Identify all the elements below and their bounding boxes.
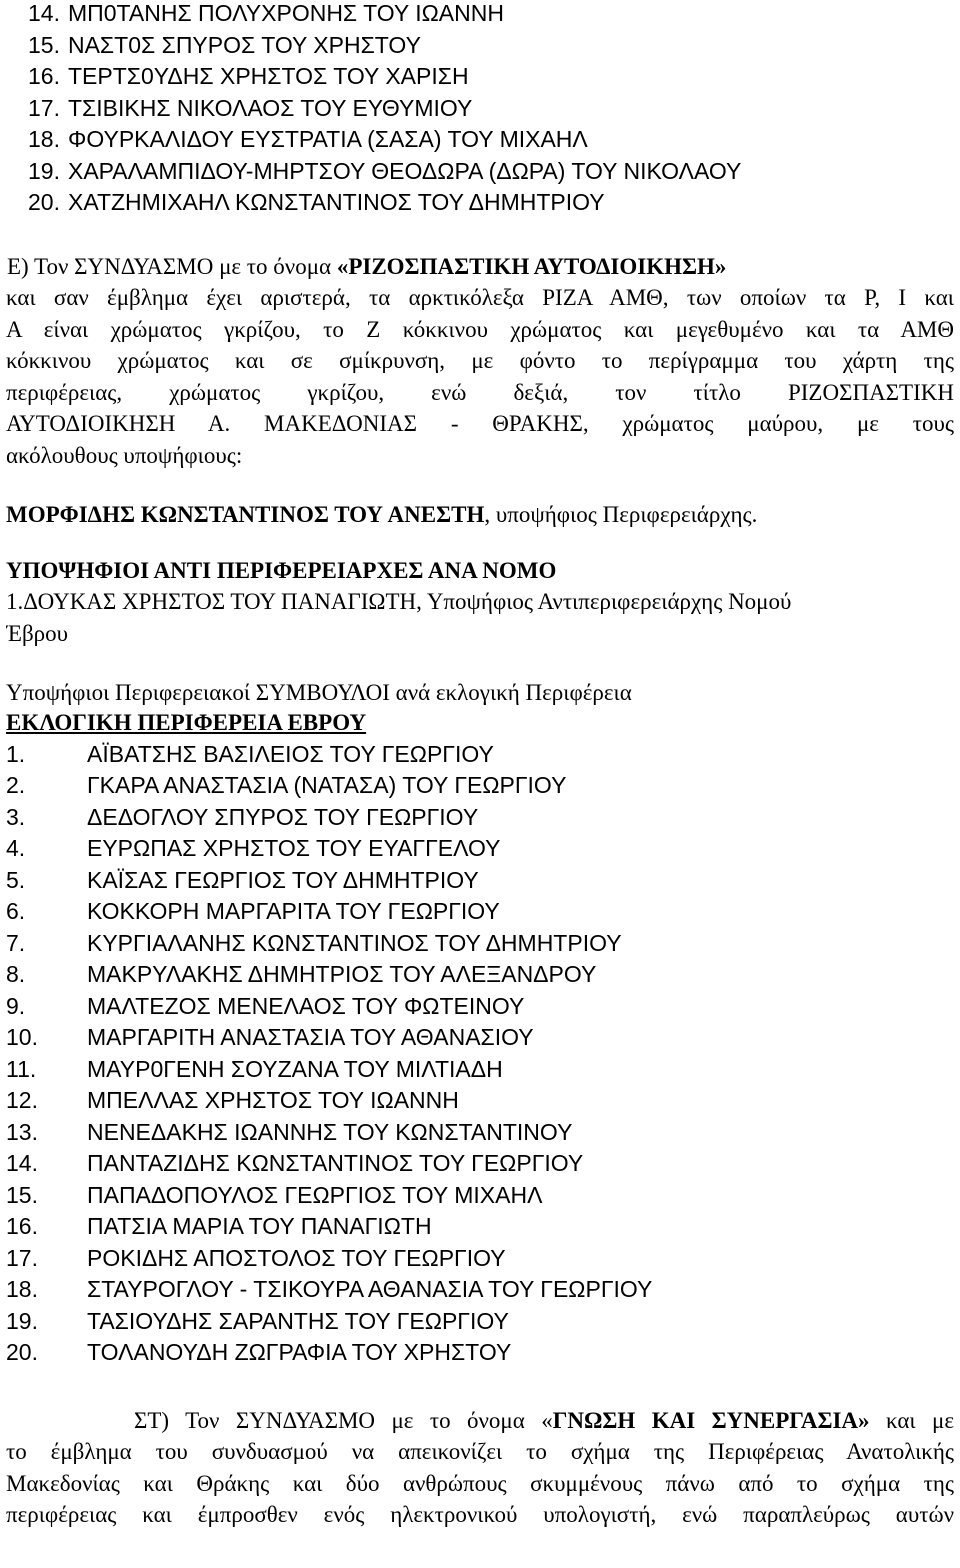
- coalition-name: ΓΝΩΣΗ ΚΑΙ ΣΥΝΕΡΓΑΣΙΑ»: [552, 1407, 870, 1433]
- previous-candidates-list: [6, 0, 954, 219]
- vice-governor-line: Έβρου: [6, 620, 69, 646]
- councillors-intro: Υποψήφιοι Περιφερειακοί ΣΥΜΒΟΥΛΟΙ ανά εκλογική Περιφέρεια: [6, 680, 632, 705]
- paragraph-line: ΑΥΤΟΔΙΟΙΚΗΣΗ Α. ΜΑΚΕΔΟΝΙΑΣ - ΘΡΑΚΗΣ, χρώματος μαύρου, με τους: [6, 411, 954, 436]
- list-item: 5. ΚΑΪΣΑΣ ΓΕΩΡΓΙΟΣ ΤΟΥ ΔΗΜΗΤΡΙΟΥ: [6, 866, 479, 893]
- list-item: 18. ΦΟΥΡΚΑΛΙΔΟΥ ΕΥΣΤΡΑΤΙΑ (ΣΑΣΑ) ΤΟΥ ΜΙΧΑΗΛ: [28, 126, 588, 152]
- list-item: 8. ΜΑΚΡΥΛΑΚΗΣ ΔΗΜΗΤΡΙΟΣ ΤΟΥ ΑΛΕΞΑΝΔΡΟΥ: [6, 961, 597, 987]
- list-item: 2. ΓΚΑΡΑ ΑΝΑΣΤΑΣΙΑ (ΝΑΤΑΣΑ) ΤΟΥ ΓΕΩΡΓΙΟΥ: [6, 772, 567, 798]
- section-st: [6, 1405, 954, 1531]
- list-item: 16. ΤΕΡΤΣ0ΥΔΗΣ ΧΡΗΣΤΟΣ ΤΟΥ ΧΑΡΙΣΗ: [28, 63, 469, 89]
- list-item: 3. ΔΕΔΟΓΛΟΥ ΣΠΥΡΟΣ ΤΟΥ ΓΕΩΡΓΙΟΥ: [6, 803, 479, 830]
- list-item: 20. ΤΟΛΑΝΟΥΔΗ ΖΩΓΡΑΦΙΑ ΤΟΥ ΧΡΗΣΤΟΥ: [6, 1339, 512, 1365]
- section-e-intro: Ε) Τον ΣΥΝΔΥΑΣΜΟ με το όνομα «ΡΙΖΟΣΠΑΣΤΙΚΗ ΑΥΤΟΔΙΟΙΚΗΣΗ»: [7, 253, 727, 279]
- paragraph-line: το έμβλημα του συνδυασμού να απεικονίζει το σχήμα της Περιφέρειας Ανατολικής: [6, 1439, 954, 1464]
- paragraph-line: περιφέρειας, χρώματος γκρίζου, ενώ δεξιά, τον τίτλο ΡΙΖΟΣΠΑΣΤΙΚΗ: [6, 379, 954, 405]
- list-item: 10. ΜΑΡΓΑΡΙΤΗ ΑΝΑΣΤΑΣΙΑ ΤΟΥ ΑΘΑΝΑΣΙΟΥ: [6, 1024, 534, 1050]
- list-item: 12. ΜΠΕΛΛΑΣ ΧΡΗΣΤΟΣ ΤΟΥ ΙΩΑΝΝΗ: [6, 1087, 459, 1113]
- paragraph-line: Μακεδονίας και Θράκης και δύο ανθρώπους σκυμμένους πάνω από το σχήμα της: [6, 1470, 954, 1496]
- paragraph-line: κόκκινου χρώματος και σε σμίκρυνση, με φόντο το περίγραμμα του χάρτη της: [6, 348, 954, 373]
- vice-governors-heading: ΥΠΟΨΗΦΙΟΙ ΑΝΤΙ ΠΕΡΙΦΕΡΕΙΑΡΧΕΣ ΑΝΑ ΝΟΜΟ: [6, 557, 557, 583]
- paragraph-line: περιφέρειας και έμπροσθεν ενός ηλεκτρονικού υπολογιστή, ενώ παραπλεύρως αυτών: [6, 1502, 954, 1527]
- list-item: 16. ΠΑΤΣΙΑ ΜΑΡΙΑ ΤΟΥ ΠΑΝΑΓΙΩΤΗ: [6, 1213, 432, 1239]
- list-item: 6. ΚΟΚΚΟΡΗ ΜΑΡΓΑΡΙΤΑ ΤΟΥ ΓΕΩΡΓΙΟΥ: [6, 898, 500, 924]
- coalition-name: «ΡΙΖΟΣΠΑΣΤΙΚΗ ΑΥΤΟΔΙΟΙΚΗΣΗ»: [336, 253, 727, 279]
- paragraph-line: ακόλουθους υποψήφιους:: [6, 442, 243, 468]
- list-item: 15. ΠΑΠΑΔΟΠΟΥΛΟΣ ΓΕΩΡΓΙΟΣ ΤΟΥ ΜΙΧΑΗΛ: [6, 1181, 543, 1208]
- list-item: 13. ΝΕΝΕΔΑΚΗΣ ΙΩΑΝΝΗΣ ΤΟΥ ΚΩΝΣΤΑΝΤΙΝΟΥ: [6, 1118, 573, 1145]
- list-item: 18. ΣΤΑΥΡΟΓΛΟΥ - ΤΣΙΚΟΥΡΑ ΑΘΑΝΑΣΙΑ ΤΟΥ ΓΕΩΡΓΙΟΥ: [6, 1276, 653, 1302]
- list-item: 19. ΤΑΣΙΟΥΔΗΣ ΣΑΡΑΝΤΗΣ ΤΟΥ ΓΕΩΡΓΙΟΥ: [6, 1307, 509, 1334]
- list-item: 17. ΤΣΙΒΙΚΗΣ ΝΙΚΟΛΑΟΣ ΤΟΥ ΕΥΘΥΜΙΟΥ: [28, 94, 473, 121]
- councillor-candidates-list: [6, 739, 954, 1369]
- list-item: 17. ΡΟΚΙΔΗΣ ΑΠΟΣΤΟΛΟΣ ΤΟΥ ΓΕΩΡΓΙΟΥ: [6, 1244, 506, 1271]
- list-item: 7. ΚΥΡΓΙΑΛΑΝΗΣ ΚΩΝΣΤΑΝΤΙΝΟΣ ΤΟΥ ΔΗΜΗΤΡΙΟΥ: [6, 929, 622, 956]
- list-item: 11. ΜΑΥΡ0ΓΕΝΗ ΣΟΥΖΑΝΑ ΤΟΥ ΜΙΛΤΙΑΔΗ: [6, 1055, 503, 1082]
- governor-candidate: [6, 499, 954, 531]
- list-item: 9. ΜΑΛΤΕΖΟΣ ΜΕΝΕΛΑΟΣ ΤΟΥ ΦΩΤΕΙΝΟΥ: [6, 992, 525, 1019]
- list-item: 14. ΜΠ0ΤΑΝΗΣ ΠΟΛΥΧΡΟΝΗΣ ΤΟΥ ΙΩΑΝΝΗ: [28, 0, 504, 26]
- list-item: 19. ΧΑΡΑΛΑΜΠΙΔΟΥ-ΜΗΡΤΣΟΥ ΘΕΟΔΩΡΑ (ΔΩΡΑ) ΤΟΥ ΝΙΚΟΛΑΟΥ: [28, 157, 742, 184]
- list-item: 15. ΝΑΣΤ0Σ ΣΠΥΡΟΣ ΤΟΥ ΧΡΗΣΤΟΥ: [28, 31, 421, 58]
- list-item: 1. ΑΪΒΑΤΣΗΣ ΒΑΣΙΛΕΙΟΣ ΤΟΥ ΓΕΩΡΓΙΟΥ: [6, 740, 494, 767]
- vice-governor-line: 1.ΔΟΥΚΑΣ ΧΡΗΣΤΟΣ ΤΟΥ ΠΑΝΑΓΙΩΤΗ, Υποψήφιος Αντιπεριφερειάρχης Νομού: [6, 589, 792, 614]
- governor-name: ΜΟΡΦΙΔΗΣ ΚΩΝΣΤΑΝΤΙΝΟΣ ΤΟΥ ΑΝΕΣΤΗ: [6, 502, 485, 527]
- section-e: [6, 251, 954, 737]
- district-heading: ΕΚΛΟΓΙΚΗ ΠΕΡΙΦΕΡΕΙΑ ΕΒΡΟΥ: [6, 709, 367, 735]
- paragraph-line: και σαν έμβλημα έχει αριστερά, τα αρκτικόλεξα ΡΙΖΑ ΑΜΘ, των οποίων τα Ρ, Ι και: [6, 285, 954, 310]
- governor-role: , υποψήφιος Περιφερειάρχης.: [484, 502, 758, 527]
- list-item: 20. ΧΑΤΖΗΜΙΧΑΗΛ ΚΩΝΣΤΑΝΤΙΝΟΣ ΤΟΥ ΔΗΜΗΤΡΙΟΥ: [28, 189, 605, 215]
- section-st-intro: ΣΤ) Τον ΣΥΝΔΥΑΣΜΟ με το όνομα «ΓΝΩΣΗ ΚΑΙ ΣΥΝΕΡΓΑΣΙΑ» και με: [134, 1407, 954, 1433]
- list-item: 14. ΠΑΝΤΑΖΙΔΗΣ ΚΩΝΣΤΑΝΤΙΝΟΣ ΤΟΥ ΓΕΩΡΓΙΟΥ: [6, 1150, 584, 1176]
- paragraph-line: Α είναι χρώματος γκρίζου, το Ζ κόκκινου χρώματος και μεγεθυμένο και τα ΑΜΘ: [6, 316, 954, 342]
- list-item: 4. ΕΥΡΩΠΑΣ ΧΡΗΣΤΟΣ ΤΟΥ ΕΥΑΓΓΕΛΟΥ: [6, 835, 501, 861]
